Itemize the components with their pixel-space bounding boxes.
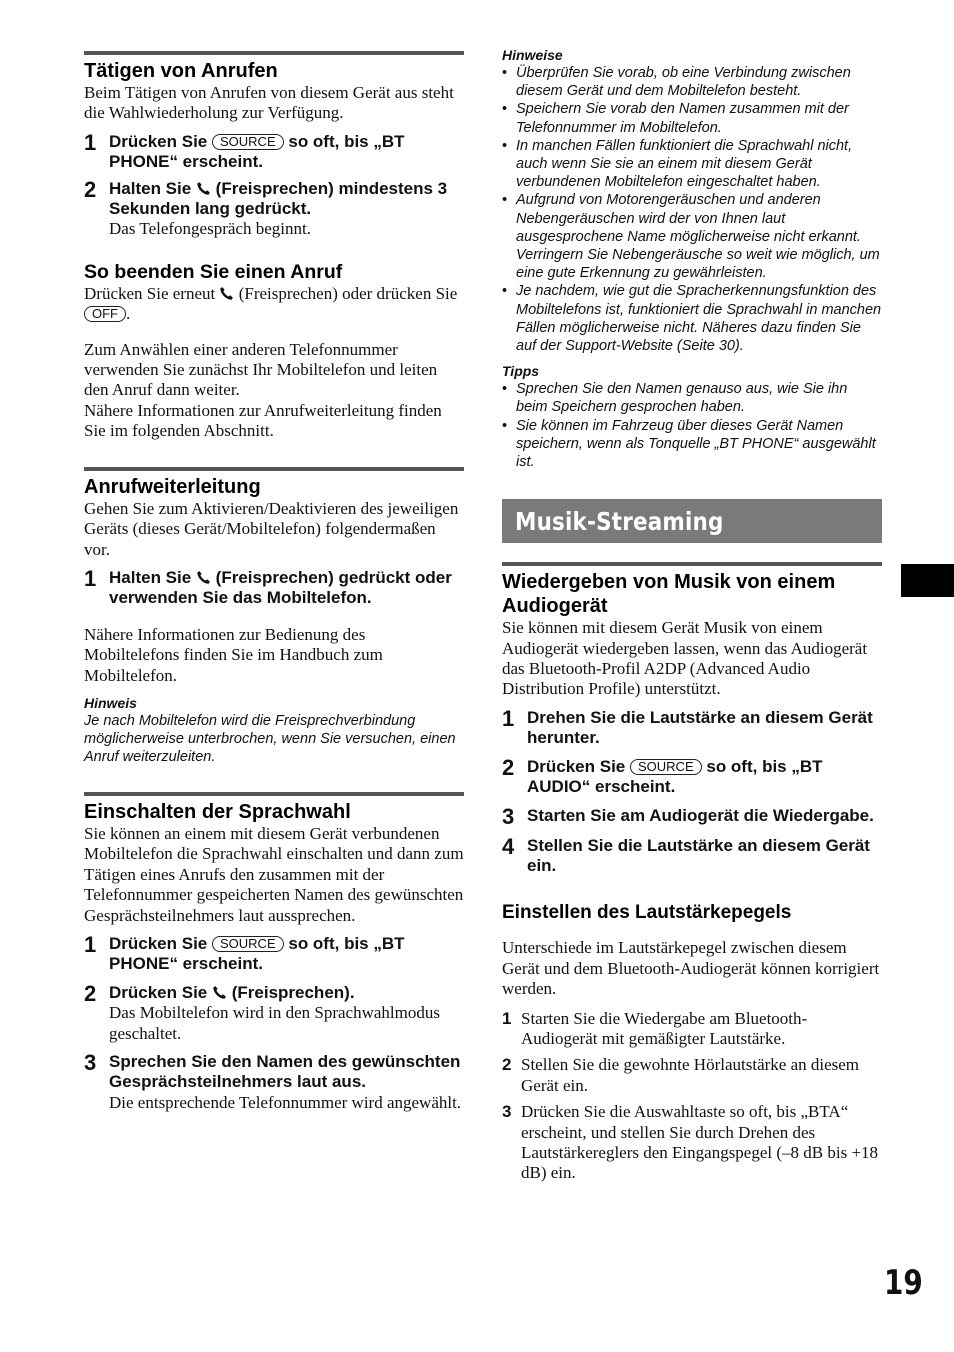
step-text-post: (Freisprechen). [231, 982, 355, 1002]
step-number: 1 [84, 931, 97, 957]
section-making-calls [84, 51, 464, 442]
list-item-text: Überprüfen Sie vorab, ob eine Verbindung zwischen diesem Gerät und dem Mobiltelefon besteht. [516, 65, 851, 100]
section-rule [502, 562, 882, 566]
step-text [109, 179, 464, 220]
bullet-icon: • [502, 101, 508, 118]
list-item [502, 282, 882, 355]
chapter-banner [502, 499, 882, 543]
chapter-title: Musik-Streaming [515, 506, 724, 536]
section-rule [84, 792, 464, 796]
step-2 [84, 980, 464, 1044]
step-number: 1 [84, 565, 97, 591]
step-number: 2 [84, 980, 97, 1006]
step-text: Stellen Sie die Lautstärke an diesem Gerät ein. [527, 835, 870, 875]
note-text: Je nach Mobiltelefon wird die Freisprechverbindung möglicherweise unterbrochen, wenn Sie versuchen, einen Anruf weiterzuleiten. [84, 712, 456, 765]
section-intro: Sie können an einem mit diesem Gerät verbundenen Mobiltelefon die Sprachwahl einschalten und dann zum Tätigen eines Anrufs den zusammen mit der Telefonnummer gespeicherten Namen des gewünschten Gesprächsteilnehmers laut aussprechen. [84, 823, 464, 925]
tips-block [502, 363, 882, 471]
step-2 [502, 754, 882, 798]
step-text-post: (Freisprechen) mindestens 3 Sekunden lang gedrückt. [109, 178, 448, 219]
right-column [502, 0, 882, 1184]
section-title: Wiedergeben von Musik von einem Audiogerät [502, 571, 836, 618]
step-number: 1 [84, 129, 97, 155]
step-body [109, 1052, 464, 1113]
step-number: 2 [84, 176, 97, 202]
step-body [109, 983, 464, 1044]
bullet-icon: • [502, 137, 508, 154]
section-title: Tätigen von Anrufen [84, 60, 278, 82]
step-text [109, 934, 464, 975]
step-subtext: Die entsprechende Telefonnummer wird angewählt. [109, 1092, 462, 1112]
step-1 [84, 931, 464, 975]
list-item-text: Speichern Sie vorab den Namen zusammen mit der Telefonnummer im Mobiltelefon. [516, 101, 849, 136]
section-intro: Sie können mit diesem Gerät Musik von einem Audiogerät wiedergeben lassen, wenn das Audiogerät das Bluetooth-Profil A2DP (Advanced Audio Distribution Profile) unterstützt. [502, 618, 868, 699]
off-key: OFF [84, 306, 126, 322]
step-number: 1 [502, 705, 515, 731]
page-number: 19 [884, 1263, 923, 1303]
step-text-pre: Halten Sie [109, 567, 192, 587]
list-item [502, 137, 882, 192]
step-1 [84, 565, 464, 609]
step-text-post: so oft, bis „BT PHONE“ erscheint. [109, 933, 405, 974]
step-text [527, 757, 882, 798]
source-key: SOURCE [212, 936, 284, 952]
source-key: SOURCE [212, 134, 284, 150]
step-text [109, 568, 464, 609]
section-volume-level [502, 901, 882, 1183]
section-intro: Beim Tätigen von Anrufen von diesem Gerät aus steht die Wahlwiederholung zur Verfügung. [84, 83, 454, 123]
step-1 [502, 705, 882, 749]
notes-title: Hinweise [502, 47, 563, 63]
step-text-post: so oft, bis „BT AUDIO“ erscheint. [527, 756, 823, 797]
bullet-icon: • [502, 65, 508, 81]
bullet-icon: • [502, 192, 508, 209]
step-text [109, 983, 464, 1003]
left-column [84, 0, 464, 1113]
step-3 [502, 803, 882, 829]
step-text-post: (Freisprechen) gedrückt oder verwenden Sie das Mobiltelefon. [109, 567, 452, 608]
section-intro: Unterschiede im Lautstärkepegel zwischen diesem Gerät und dem Bluetooth-Audiogerät können korrigiert werden. [502, 938, 880, 999]
step-text-pre: Drücken Sie [109, 982, 208, 1002]
list-item [502, 191, 882, 282]
tips-list [502, 380, 882, 471]
step-text: Stellen Sie die gewohnte Hörlautstärke an diesem Gerät ein. [521, 1055, 860, 1095]
phone-handset-icon [212, 985, 227, 1000]
numbered-step [502, 1055, 882, 1096]
list-item-text: Sprechen Sie den Namen genauso aus, wie Sie ihn beim Speichern gesprochen haben. [516, 381, 848, 416]
section-call-transfer [84, 467, 464, 766]
list-item [502, 380, 882, 416]
paragraph: Nähere Informationen zur Bedienung des Mobiltelefons finden Sie im Handbuch zum Mobiltelefon. [84, 624, 383, 685]
step-text-pre: Drücken Sie [109, 131, 208, 151]
list-item [502, 417, 882, 472]
step-4 [502, 833, 882, 877]
section-voice-dial [84, 792, 464, 1113]
chapter-side-tab [901, 564, 954, 597]
step-text: Starten Sie am Audiogerät die Wiedergabe. [527, 805, 874, 825]
step-number: 3 [84, 1050, 97, 1075]
section-title: Anrufweiterleitung [84, 475, 261, 498]
step-text-post: so oft, bis „BT PHONE“ erscheint. [109, 131, 405, 172]
notes-list [502, 64, 882, 355]
phone-handset-icon [219, 286, 234, 301]
source-key: SOURCE [630, 759, 702, 775]
step-text: Starten Sie die Wiedergabe am Bluetooth-Audiogerät mit gemäßigter Lautstärke. [521, 1008, 808, 1048]
step-number: 1 [502, 1008, 512, 1028]
step-text: Drücken Sie die Auswahltaste so oft, bis „BTA“ erscheint, und stellen Sie durch Drehen des Lautstärkereglers den Eingangspegel (–8 dB bis +18 dB) ein. [521, 1102, 879, 1183]
list-item [502, 100, 882, 136]
step-text: Drehen Sie die Lautstärke an diesem Gerät herunter. [527, 707, 873, 748]
section-title: Einschalten der Sprachwahl [84, 800, 351, 823]
step-number: 2 [502, 1055, 512, 1075]
bullet-icon: • [502, 417, 508, 434]
phone-handset-icon [196, 181, 211, 196]
bullet-icon: • [502, 283, 508, 300]
step-number: 2 [502, 754, 515, 780]
step-2 [84, 176, 464, 240]
paragraph: Zum Anwählen einer anderen Telefonnummer verwenden Sie zunächst Ihr Mobiltelefon und leiten den Anruf dann weiter. [84, 339, 438, 400]
step-text [109, 132, 464, 173]
step-number: 4 [502, 833, 515, 859]
section-rule [84, 467, 464, 471]
tips-title: Tipps [502, 363, 540, 380]
list-item-text: Sie können im Fahrzeug über dieses Gerät Namen speichern, wenn als Tonquelle „BT PHONE“ ausgewählt ist. [516, 417, 876, 471]
end-call-text [84, 284, 464, 325]
step-number: 3 [502, 1102, 512, 1122]
list-item-text: Je nachdem, wie gut die Spracherkennungsfunktion des Mobiltelefons ist, funktioniert die Sprachwahl in manchen Fällen möglicherweise nicht. Näheres dazu finden Sie auf der Support-Website (Seite 30). [516, 283, 882, 355]
list-item [502, 64, 882, 100]
step-text-pre: Drücken Sie [527, 756, 626, 776]
step-number: 3 [502, 803, 515, 829]
step-text-pre: Halten Sie [109, 178, 192, 198]
paragraph: Nähere Informationen zur Anrufweiterleitung finden Sie im folgenden Abschnitt. [84, 400, 442, 441]
step-3 [84, 1052, 464, 1113]
step-1 [84, 129, 464, 173]
subsection-title: So beenden Sie einen Anruf [84, 260, 343, 283]
section-music-playback [502, 562, 882, 876]
end-call-post: . [126, 304, 131, 324]
step-text: Sprechen Sie den Namen des gewünschten Gesprächsteilnehmers laut aus. [109, 1052, 461, 1092]
numbered-step [502, 1009, 882, 1050]
step-text-pre: Drücken Sie [109, 933, 208, 953]
step-body [109, 179, 464, 240]
subsection-title: Einstellen des Lautstärkepegels [502, 902, 792, 924]
section-rule [84, 51, 464, 55]
step-subtext: Das Telefongespräch beginnt. [109, 219, 311, 239]
notes-block [502, 47, 882, 355]
numbered-step [502, 1102, 882, 1184]
phone-handset-icon [196, 570, 211, 585]
step-subtext: Das Mobiltelefon wird in den Sprachwahlmodus geschaltet. [109, 1003, 440, 1043]
end-call-pre: Drücken Sie erneut [84, 283, 216, 303]
end-call-mid: (Freisprechen) oder drücken Sie [238, 283, 458, 303]
list-item-text: In manchen Fällen funktioniert die Sprachwahl nicht, auch wenn Sie sie an einem mit diesem Gerät verbundenen Mobiltelefon eingeschaltet haben. [516, 137, 853, 191]
note-title: Hinweis [84, 694, 137, 711]
section-intro: Gehen Sie zum Aktivieren/Deaktivieren des jeweiligen Geräts (dieses Gerät/Mobiltelefon) folgendermaßen vor. [84, 498, 459, 559]
bullet-icon: • [502, 381, 508, 398]
list-item-text: Aufgrund von Motorengeräuschen und anderen Nebengeräuschen wird der von Ihnen laut ausgesprochene Name möglicherweise nicht erkannt. Verringern Sie Nebengeräusche so weit wie möglich, um eine gute Erkennung zu gewährleisten. [516, 192, 880, 282]
